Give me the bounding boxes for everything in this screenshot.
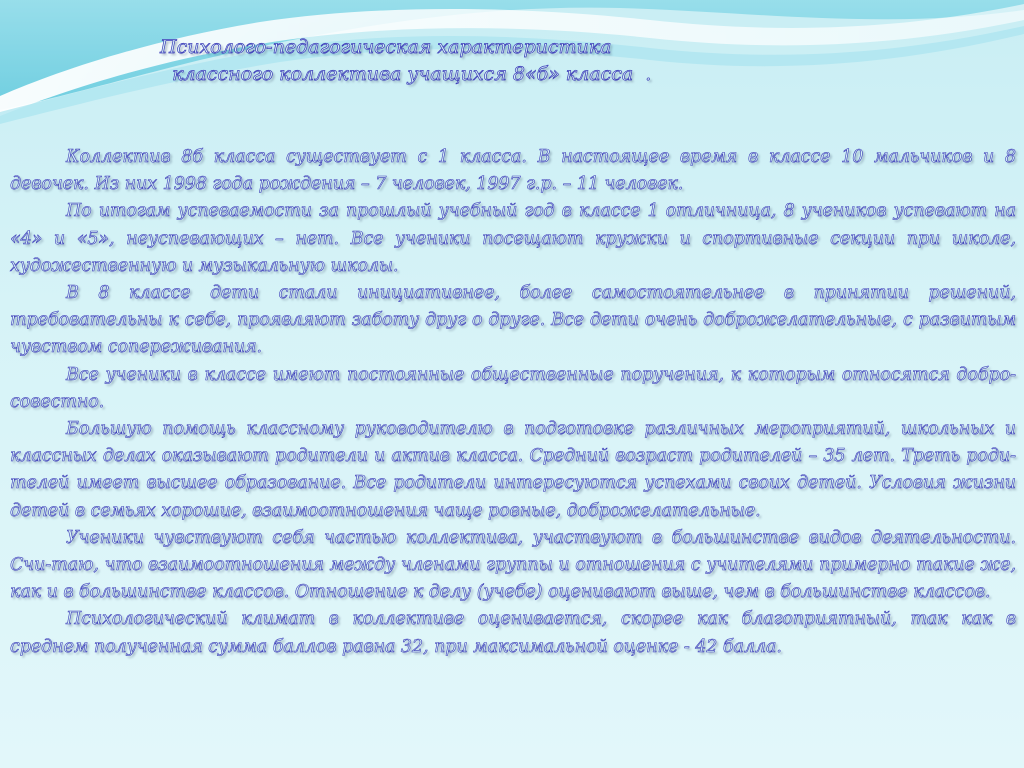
- paragraph-public-duties: Все ученики в классе имеют постоянные общественные поручения, к которым относятся добро-совестно.: [10, 364, 1016, 412]
- paragraph-team-relations: Ученики чувствуют себя частью коллектива, участвуют в большинстве видов деятельности. Счи-таю, что взаимоотношения между членами группы и отношения с учителями примерно такие же, как и в большинстве классов. Отношение к делу (учебе) оценивают выше, чем в большинстве классов.: [10, 527, 1016, 603]
- body-text: [10, 144, 1016, 661]
- paragraph-initiative: В 8 классе дети стали инициативнее, более самостоятельнее в принятии решений, требовательны к себе, проявляют заботу друг о друге. Все дети очень доброжелательные, с развитым чувством сопереживания.: [10, 283, 1016, 358]
- slide-title: [160, 34, 720, 88]
- paragraph-academic-results: По итогам успеваемости за прошлый учебный год в классе 1 отличница, 8 учеников успевают на «4» и «5», неуспевающих – нет. Все ученики посещают кружки и спортивные секции при школе, художественную и музыкальную школы.: [10, 201, 1016, 276]
- slide-title-line-2: классного коллектива учащихся 8«б» класса .: [160, 63, 652, 85]
- paragraph-class-composition: Коллектив 8б класса существует с 1 класса. В настоящее время в классе 10 мальчиков и 8 девочек. Из них 1998 года рождения – 7 человек, 1997 г.р. – 11 человек.: [10, 147, 1016, 195]
- paragraph-psychological-climate: Психологический климат в коллективе оценивается, скорее как благоприятный, так как в среднем полученная сумма баллов равна 32, при максимальной оценке - 42 балла.: [10, 609, 1016, 657]
- slide-title-line-1: Психолого-педагогическая характеристика: [160, 36, 612, 58]
- paragraph-parents: Большую помощь классному руководителю в подготовке различных мероприятий, школьных и классных делах оказывают родители и актив класса. Средний возраст родителей – 35 лет. Треть роди-телей имеет высшее образование. Все родители интересуются успехами своих детей. Условия жизни детей в семьях хорошие, взаимоотношения чаще ровные, доброжелательные.: [10, 419, 1016, 521]
